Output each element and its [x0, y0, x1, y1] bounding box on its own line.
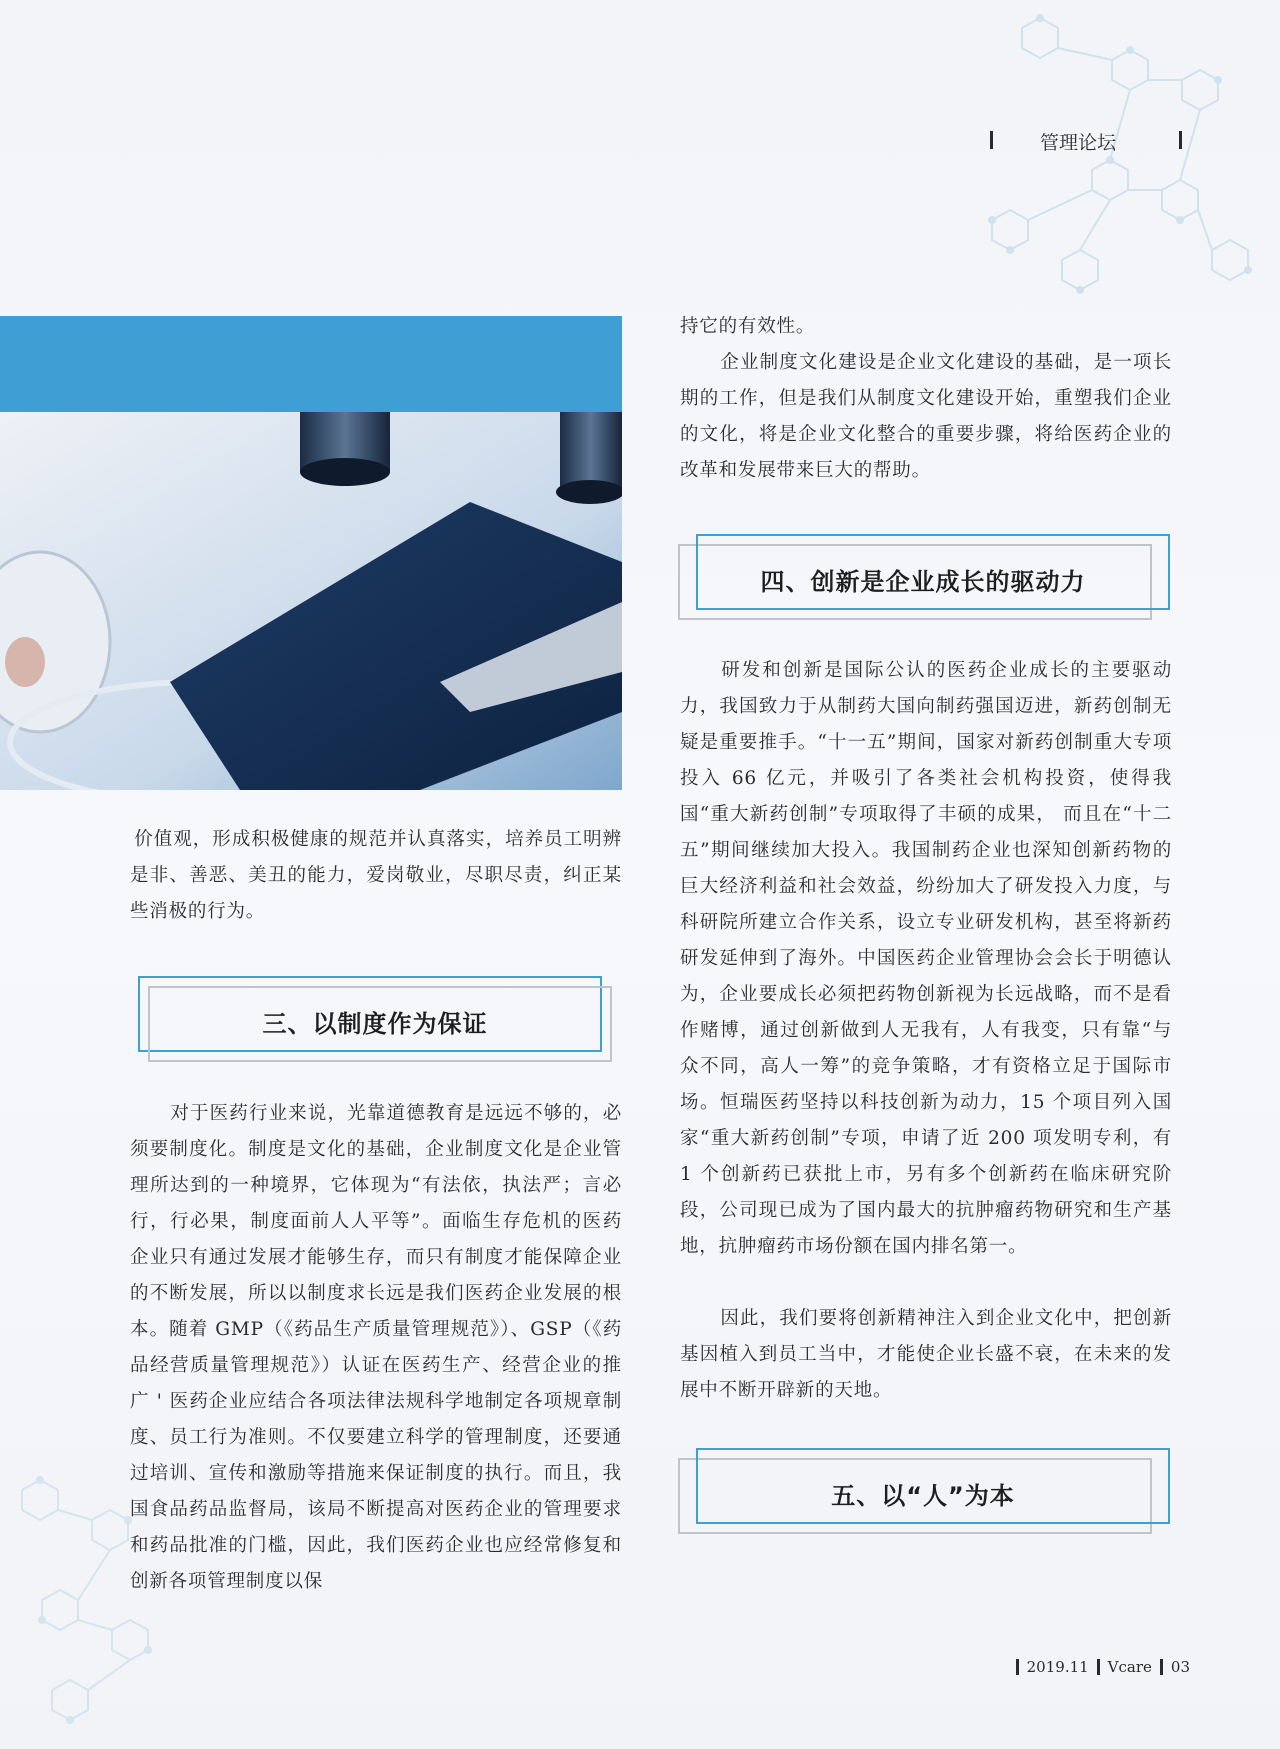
- header-divider-left: [990, 131, 993, 149]
- molecule-decoration-top: [880, 0, 1280, 320]
- left-paragraph-2: 对于医药行业来说，光靠道德教育是远远不够的，必须要制度化。制度是文化的基础，企业制度文化是企业管理所达到的一种境界，它体现为“有法依，执法严；言必行，行必果，制度面前人人平等”。面临生存危机的医药企业只有通过发展才能够生存，而只有制度才能保障企业的不断发展，所以以制度求长远是我们医药企业发展的根本。随着 GMP（《药品生产质量管理规范》）、GSP（《药品经营质量管理规范》）认证在医药生产、经营企业的推广 ' 医药企业应结合各项法律法规科学地制定各项规章制度、员工行为准则。不仅要建立科学的管理制度，还要通过培训、宣传和激励等措施来保证制度的执行。而且，我国食品药品监督局，该局不断提高对医药企业的管理要求和药品批准的门槛，因此，我们医药企业也应经常修复和创新各项管理制度以保: [130, 1103, 622, 1592]
- footer-divider: [1160, 1659, 1163, 1675]
- section-4-heading: [678, 534, 1178, 619]
- left-paragraph-1: 价值观，形成积极健康的规范并认真落实，培养员工明辨是非、善恶、美丑的能力，爱岗敬业，尽职尽责，纠正某些消极的行为。: [130, 829, 622, 922]
- page-footer: [1016, 1658, 1190, 1676]
- section-5-title: 五、以“人”为本: [831, 1482, 1015, 1510]
- section-3-heading: [130, 976, 622, 1061]
- right-paragraph-3: 研发和创新是国际公认的医药企业成长的主要驱动力，我国致力于从制药大国向制药强国迈进，新药创制无疑是重要推手。“十一五”期间，国家对新药创制重大专项投入 66 亿元，并吸引了各类社会机构投资，使得我国“重大新药创制”专项取得了丰硕的成果， 而且在“十二五”期间继续加大投入。我国制药企业也深知创新药物的巨大经济利益和社会效益，纷纷加大了研发投入力度，与科研院所建立合作关系，设立专业研发机构，甚至将新药研发延伸到了海外。中国医药企业管理协会会长于明德认为，企业要成长必须把药物创新视为长远战略，而不是看作赌博，通过创新做到人无我有，人有我变，只有靠“与众不同，高人一筹”的竞争策略，才有资格立足于国际市场。恒瑞医药坚持以科技创新为动力，15 个项目列入国家“重大新药创制”专项，申请了近 200 项发明专利，有 1 个创新药已获批上市，另有多个创新药在临床研究阶段，公司现已成为了国内最大的抗肿瘤药物研究和生产基地，抗肿瘤药市场份额在国内排名第一。: [680, 660, 1172, 1257]
- section-label: 管理论坛: [1040, 132, 1117, 154]
- footer-divider: [1097, 1659, 1100, 1675]
- section-5-heading: [678, 1448, 1178, 1533]
- accent-band: [0, 316, 622, 412]
- header-divider-right: [1179, 131, 1182, 149]
- section-header: [990, 126, 1190, 156]
- right-paragraph-2: 企业制度文化建设是企业文化建设的基础，是一项长期的工作，但是我们从制度文化建设开始，重塑我们企业的文化，将是企业文化整合的重要步骤，将给医药企业的改革和发展带来巨大的帮助。: [680, 352, 1172, 481]
- right-paragraph-4: 因此，我们要将创新精神注入到企业文化中，把创新基因植入到员工当中，才能使企业长盛不衰，在未来的发展中不断开辟新的天地。: [680, 1308, 1172, 1401]
- section-4-title: 四、创新是企业成长的驱动力: [760, 568, 1086, 596]
- footer-divider: [1016, 1659, 1019, 1675]
- page-number: 03: [1170, 1658, 1190, 1676]
- right-paragraph-1: 持它的有效性。: [680, 316, 816, 337]
- microscope-photo: [0, 412, 622, 790]
- issue-date: 2019.11: [1026, 1658, 1089, 1676]
- section-3-title: 三、以制度作为保证: [262, 1010, 488, 1038]
- magazine-name: Vcare: [1107, 1658, 1152, 1676]
